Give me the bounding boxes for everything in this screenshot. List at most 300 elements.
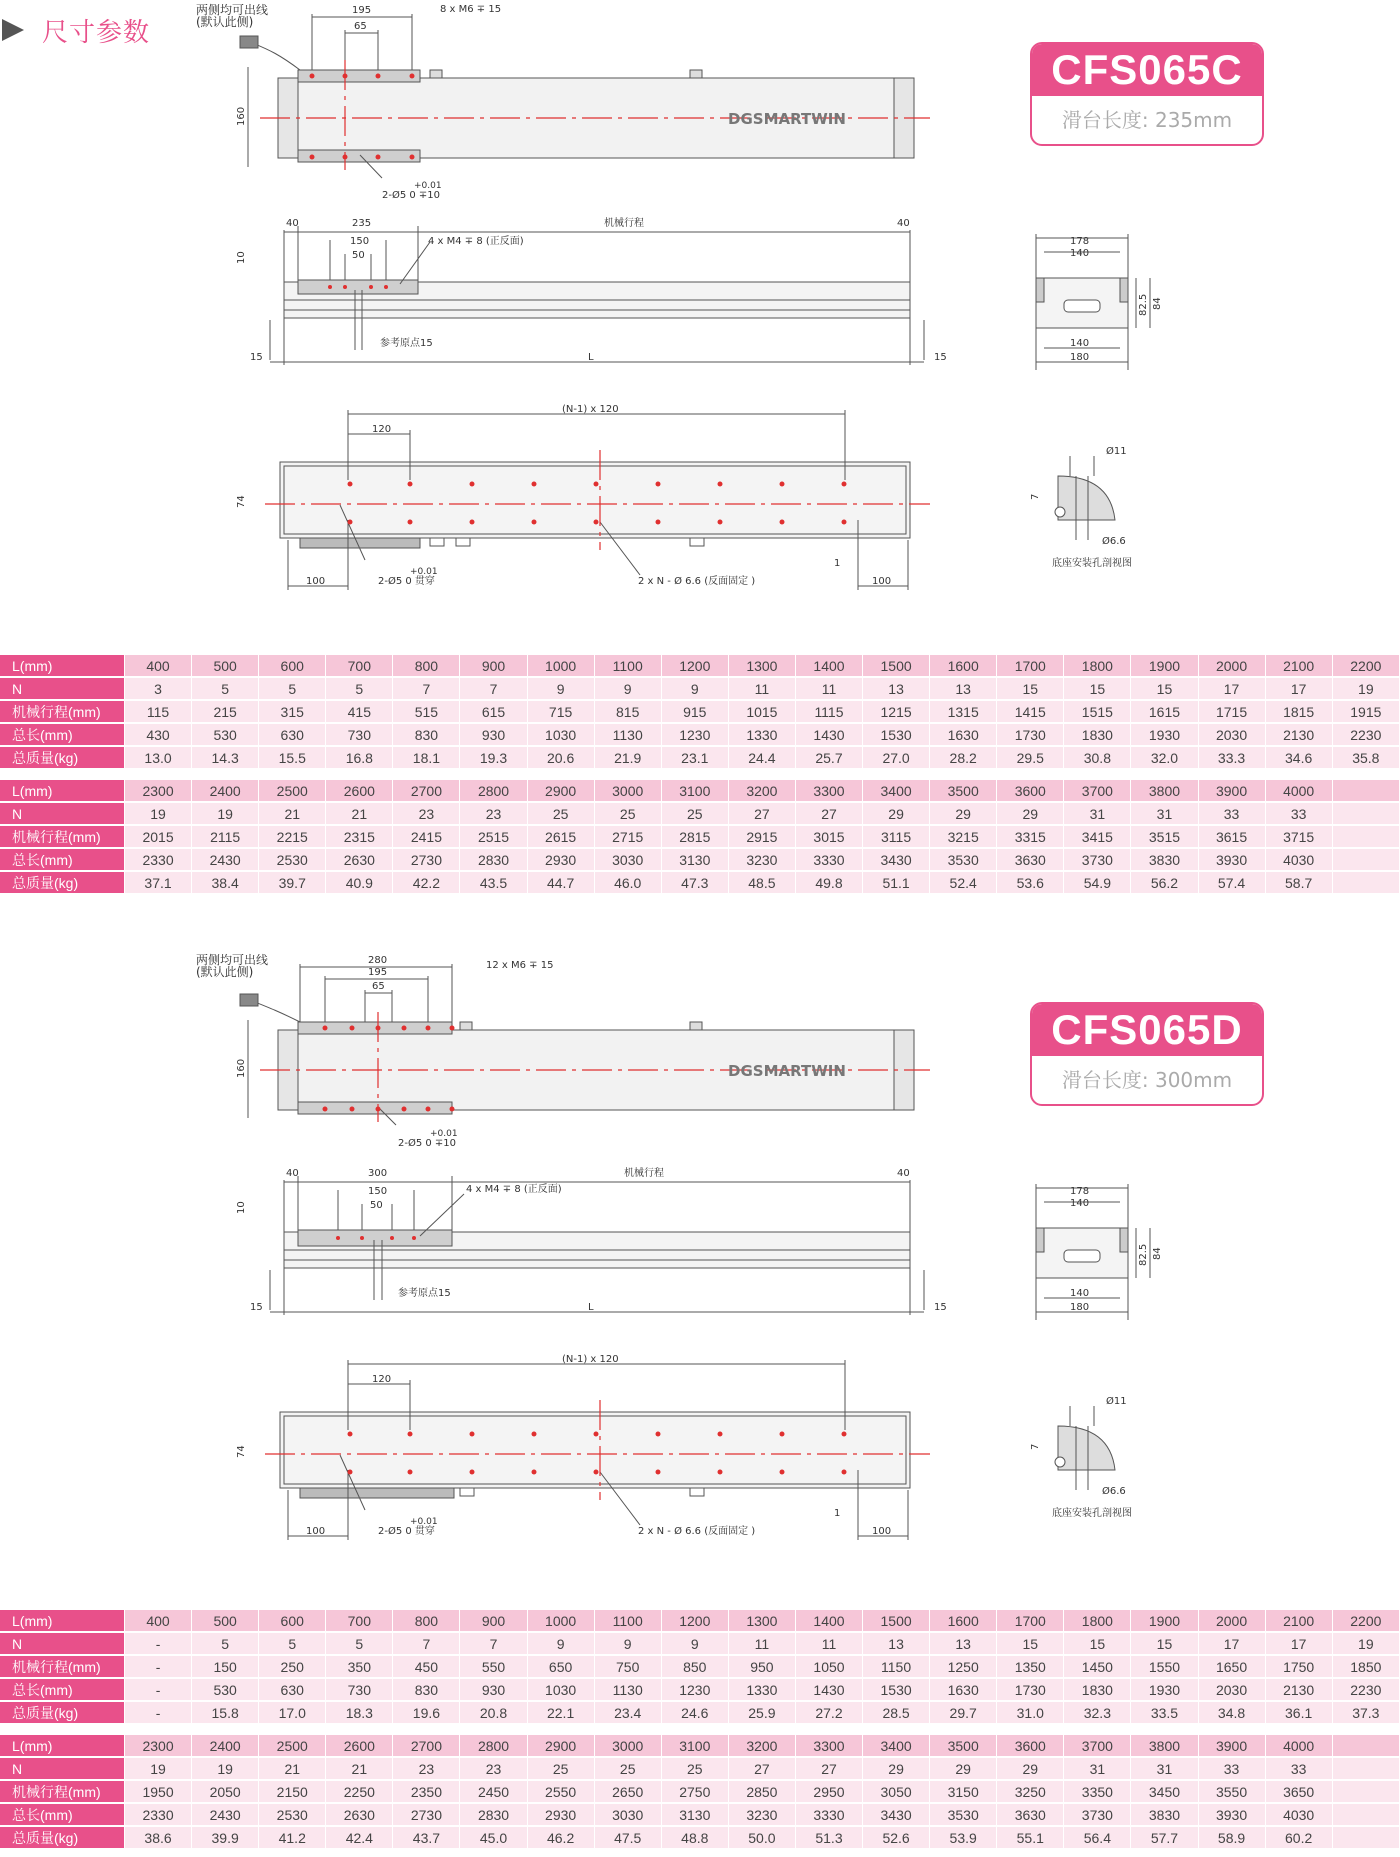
table-cell: 3400 xyxy=(863,780,930,803)
table-cell: 31 xyxy=(1131,1758,1198,1781)
table-cell: 900 xyxy=(460,1610,527,1633)
height-label: 160 xyxy=(236,1058,247,1078)
side-slide: 300 xyxy=(368,1168,388,1179)
table-row xyxy=(0,1758,1400,1781)
table-cell: 2015 xyxy=(125,826,192,849)
table-cell: 56.4 xyxy=(1064,1827,1131,1850)
table-cell: 33 xyxy=(1266,803,1333,826)
drawing-model-2 xyxy=(0,950,1400,1560)
table-row xyxy=(0,1781,1400,1804)
table-cell: 19 xyxy=(192,803,259,826)
table-cell: 3650 xyxy=(1266,1781,1333,1804)
table-cell: 28.5 xyxy=(863,1702,930,1725)
table-cell: 830 xyxy=(393,1679,460,1702)
table-cell: 54.9 xyxy=(1064,872,1131,895)
table-row xyxy=(0,678,1400,701)
table-cell: 930 xyxy=(460,724,527,747)
spec-table-model-2-part-1 xyxy=(0,1610,1400,1725)
side-stroke: 机械行程 xyxy=(624,1168,664,1179)
table-cell: 1130 xyxy=(595,1679,662,1702)
table-row xyxy=(0,1610,1400,1633)
table-row xyxy=(0,747,1400,770)
table-cell: 2130 xyxy=(1266,724,1333,747)
table-cell: 1830 xyxy=(1064,1679,1131,1702)
table-cell: 3630 xyxy=(997,849,1064,872)
row-label: 机械行程(mm) xyxy=(0,826,125,849)
table-cell: 5 xyxy=(326,678,393,701)
table-cell xyxy=(1333,1804,1400,1827)
table-cell: 1315 xyxy=(930,701,997,724)
table-cell: 37.3 xyxy=(1333,1702,1400,1725)
table-cell: 1630 xyxy=(930,1679,997,1702)
table-cell: 2000 xyxy=(1199,655,1266,678)
table-cell: 3330 xyxy=(796,849,863,872)
table-cell: 48.8 xyxy=(662,1827,729,1850)
table-cell: 5 xyxy=(259,1633,326,1656)
end-h1: 82.5 xyxy=(1138,1243,1149,1266)
table-cell: 32.0 xyxy=(1131,747,1198,770)
table-cell: 3730 xyxy=(1064,849,1131,872)
table-cell: 9 xyxy=(528,678,595,701)
table-cell: 18.3 xyxy=(326,1702,393,1725)
bottom-hole-note: 2-Ø5 0 贯穿 xyxy=(378,576,435,587)
table-cell: 215 xyxy=(192,701,259,724)
table-cell: 9 xyxy=(595,1633,662,1656)
table-cell: 11 xyxy=(729,1633,796,1656)
table-cell: 3030 xyxy=(595,1804,662,1827)
table-cell: 3600 xyxy=(997,780,1064,803)
table-cell: 3250 xyxy=(997,1781,1064,1804)
table-cell: 2100 xyxy=(1266,1610,1333,1633)
row-label: N xyxy=(0,1758,125,1781)
table-cell: 2050 xyxy=(192,1781,259,1804)
table-cell: 43.5 xyxy=(460,872,527,895)
table-cell: 2300 xyxy=(125,1735,192,1758)
table-cell: 1100 xyxy=(595,655,662,678)
table-cell: 2315 xyxy=(326,826,393,849)
top-view xyxy=(240,14,914,178)
table-cell: 31 xyxy=(1064,803,1131,826)
table-cell: 57.7 xyxy=(1131,1827,1198,1850)
table-cell: 52.6 xyxy=(863,1827,930,1850)
table-cell: 1230 xyxy=(662,1679,729,1702)
bottom-right: 100 xyxy=(872,576,892,587)
table-cell: 2600 xyxy=(326,1735,393,1758)
table-cell: 7 xyxy=(393,1633,460,1656)
row-label: 总长(mm) xyxy=(0,849,125,872)
table-cell: 650 xyxy=(528,1656,595,1679)
table-row xyxy=(0,780,1400,803)
bottom-hole-note: 2-Ø5 0 贯穿 xyxy=(378,1526,435,1537)
side-thread-note: 4 x M4 ∓ 8 (正反面) xyxy=(466,1184,562,1195)
table-cell: 2000 xyxy=(1199,1610,1266,1633)
end-b1: 140 xyxy=(1070,338,1090,349)
table-cell: 17 xyxy=(1266,1633,1333,1656)
table-cell: 830 xyxy=(393,724,460,747)
table-cell: 43.7 xyxy=(393,1827,460,1850)
table-cell: 600 xyxy=(259,655,326,678)
table-cell: 3530 xyxy=(930,849,997,872)
table-cell: 33 xyxy=(1199,803,1266,826)
table-cell: 31.0 xyxy=(997,1702,1064,1725)
table-cell: 9 xyxy=(528,1633,595,1656)
table-cell: 1800 xyxy=(1064,1610,1131,1633)
side-end-l: 15 xyxy=(250,1302,263,1313)
table-cell: 1630 xyxy=(930,724,997,747)
hole-d2: Ø6.6 xyxy=(1102,1486,1126,1497)
table-cell: 3930 xyxy=(1199,849,1266,872)
table-cell: 1330 xyxy=(729,724,796,747)
table-cell: 2300 xyxy=(125,780,192,803)
table-cell: 3415 xyxy=(1064,826,1131,849)
table-cell: 3900 xyxy=(1199,780,1266,803)
table-cell: 3630 xyxy=(997,1804,1064,1827)
table-cell: 19 xyxy=(125,803,192,826)
row-label: 机械行程(mm) xyxy=(0,1656,125,1679)
table-cell: 1530 xyxy=(863,724,930,747)
table-cell: 29.7 xyxy=(930,1702,997,1725)
brand-logo: DGSMARTWIN xyxy=(728,1062,846,1080)
table-cell: 13.0 xyxy=(125,747,192,770)
table-cell: 9 xyxy=(662,678,729,701)
table-cell: 1415 xyxy=(997,701,1064,724)
table-cell: 1150 xyxy=(863,1656,930,1679)
table-row xyxy=(0,1827,1400,1850)
table-cell: 29 xyxy=(997,803,1064,826)
table-cell: 44.7 xyxy=(528,872,595,895)
table-cell: 2330 xyxy=(125,849,192,872)
table-cell: 42.2 xyxy=(393,872,460,895)
table-cell: 430 xyxy=(125,724,192,747)
side-inner: 50 xyxy=(352,250,365,261)
side-ref: 参考原点15 xyxy=(398,1288,451,1299)
table-cell: 3900 xyxy=(1199,1735,1266,1758)
table-cell: 400 xyxy=(125,655,192,678)
table-cell: 11 xyxy=(796,1633,863,1656)
table-cell: 1350 xyxy=(997,1656,1064,1679)
table-row xyxy=(0,1702,1400,1725)
table-cell: 2750 xyxy=(662,1781,729,1804)
table-cell: 21 xyxy=(259,803,326,826)
table-cell: 29 xyxy=(863,1758,930,1781)
table-cell xyxy=(1333,1827,1400,1850)
table-cell xyxy=(1333,803,1400,826)
side-left: 40 xyxy=(286,218,299,229)
bottom-right: 100 xyxy=(872,1526,892,1537)
table-cell: 950 xyxy=(729,1656,796,1679)
table-cell: 3030 xyxy=(595,849,662,872)
side-h: 10 xyxy=(236,251,247,264)
table-cell: 2900 xyxy=(528,780,595,803)
table-cell: - xyxy=(125,1633,192,1656)
table-cell: 27 xyxy=(729,803,796,826)
table-cell: 2700 xyxy=(393,780,460,803)
table-cell: 315 xyxy=(259,701,326,724)
table-cell: 31 xyxy=(1064,1758,1131,1781)
side-slide: 235 xyxy=(352,218,372,229)
table-cell: 5 xyxy=(192,1633,259,1656)
cable-note-2: (默认此侧) xyxy=(196,15,254,29)
table-row xyxy=(0,849,1400,872)
table-cell: 3600 xyxy=(997,1735,1064,1758)
table-cell: 3800 xyxy=(1131,780,1198,803)
row-label: L(mm) xyxy=(0,655,125,678)
table-cell: 4030 xyxy=(1266,849,1333,872)
table-cell: 715 xyxy=(528,701,595,724)
table-cell: 37.1 xyxy=(125,872,192,895)
table-cell: 27 xyxy=(796,1758,863,1781)
row-label: N xyxy=(0,803,125,826)
table-cell: 23 xyxy=(460,803,527,826)
table-cell: 515 xyxy=(393,701,460,724)
table-cell: 3400 xyxy=(863,1735,930,1758)
table-cell: 1030 xyxy=(528,1679,595,1702)
table-cell: 2830 xyxy=(460,849,527,872)
table-cell: 1515 xyxy=(1064,701,1131,724)
bottom-left: 100 xyxy=(306,576,326,587)
table-cell: 2430 xyxy=(192,849,259,872)
table-cell: 730 xyxy=(326,724,393,747)
table-cell: 2330 xyxy=(125,1804,192,1827)
table-cell: 2900 xyxy=(528,1735,595,1758)
bottom-pitch: (N-1) x 120 xyxy=(562,1354,619,1365)
table-cell: 1200 xyxy=(662,1610,729,1633)
end-h2: 84 xyxy=(1152,1247,1163,1260)
table-cell: 3300 xyxy=(796,780,863,803)
table-cell: 27.2 xyxy=(796,1702,863,1725)
table-cell: 1000 xyxy=(528,655,595,678)
table-cell: 3115 xyxy=(863,826,930,849)
table-cell: 52.4 xyxy=(930,872,997,895)
side-right: 40 xyxy=(897,1168,910,1179)
table-row xyxy=(0,1679,1400,1702)
table-cell: 35.8 xyxy=(1333,747,1400,770)
table-cell: 4000 xyxy=(1266,780,1333,803)
table-cell: 19 xyxy=(1333,1633,1400,1656)
table-cell: 28.2 xyxy=(930,747,997,770)
table-cell: 2730 xyxy=(393,1804,460,1827)
table-cell: 2150 xyxy=(259,1781,326,1804)
hole-section-view xyxy=(1055,1406,1115,1490)
side-mid: 150 xyxy=(368,1186,388,1197)
table-cell: 51.1 xyxy=(863,872,930,895)
row-label: L(mm) xyxy=(0,1610,125,1633)
row-label: 机械行程(mm) xyxy=(0,1781,125,1804)
table-cell: 3230 xyxy=(729,849,796,872)
table-cell xyxy=(1333,1758,1400,1781)
drawing-model-1 xyxy=(0,0,1400,610)
table-cell xyxy=(1333,826,1400,849)
table-cell: 4030 xyxy=(1266,1804,1333,1827)
table-cell: 1950 xyxy=(125,1781,192,1804)
side-L: L xyxy=(588,1302,594,1313)
table-row xyxy=(0,1633,1400,1656)
table-cell: 33.5 xyxy=(1131,1702,1198,1725)
table-cell: 3100 xyxy=(662,780,729,803)
table-cell: 60.2 xyxy=(1266,1827,1333,1850)
side-thread-note: 4 x M4 ∓ 8 (正反面) xyxy=(428,236,524,247)
table-cell: 1615 xyxy=(1131,701,1198,724)
table-cell: 2550 xyxy=(528,1781,595,1804)
cable-note-1: 两侧均可出线 xyxy=(196,3,269,17)
table-cell: 5 xyxy=(192,678,259,701)
table-cell: 3130 xyxy=(662,849,729,872)
side-h: 10 xyxy=(236,1201,247,1214)
table-cell: 2500 xyxy=(259,1735,326,1758)
table-cell: 2800 xyxy=(460,780,527,803)
table-cell xyxy=(1333,872,1400,895)
cable-note-1: 两侧均可出线 xyxy=(196,953,269,967)
table-cell: 15 xyxy=(1131,1633,1198,1656)
end-w1: 178 xyxy=(1070,236,1090,247)
table-cell: 500 xyxy=(192,1610,259,1633)
table-cell xyxy=(1333,1781,1400,1804)
row-label: 总长(mm) xyxy=(0,1804,125,1827)
table-row xyxy=(0,803,1400,826)
hole-d2: Ø6.6 xyxy=(1102,536,1126,547)
table-cell: 45.0 xyxy=(460,1827,527,1850)
table-row xyxy=(0,701,1400,724)
table-cell: 1000 xyxy=(528,1610,595,1633)
table-cell: 3930 xyxy=(1199,1804,1266,1827)
table-cell: 2430 xyxy=(192,1804,259,1827)
thread-note: 12 x M6 ∓ 15 xyxy=(486,960,554,971)
table-cell: 46.0 xyxy=(595,872,662,895)
table-cell: 1400 xyxy=(796,1610,863,1633)
row-label: N xyxy=(0,678,125,701)
table-cell: 31 xyxy=(1131,803,1198,826)
table-cell: 29 xyxy=(930,803,997,826)
table-cell xyxy=(1333,780,1400,803)
table-cell: 1200 xyxy=(662,655,729,678)
table-cell: 7 xyxy=(460,678,527,701)
table-cell: 24.6 xyxy=(662,1702,729,1725)
hole-h: 7 xyxy=(1030,493,1041,500)
cable-note-2: (默认此侧) xyxy=(196,965,254,979)
table-cell: 730 xyxy=(326,1679,393,1702)
model-name: CFS065C xyxy=(1032,44,1262,96)
table-cell: 25.9 xyxy=(729,1702,796,1725)
section-title: 尺寸参数 xyxy=(42,17,151,48)
table-cell: 29.5 xyxy=(997,747,1064,770)
table-cell: 53.6 xyxy=(997,872,1064,895)
table-cell: 1600 xyxy=(930,655,997,678)
table-cell: 3430 xyxy=(863,1804,930,1827)
table-cell: 15 xyxy=(997,678,1064,701)
table-cell: 900 xyxy=(460,655,527,678)
table-cell: 2400 xyxy=(192,1735,259,1758)
table-cell: 38.4 xyxy=(192,872,259,895)
table-cell: 1300 xyxy=(729,655,796,678)
table-cell: 13 xyxy=(930,678,997,701)
table-cell: 2700 xyxy=(393,1735,460,1758)
table-cell: 5 xyxy=(259,678,326,701)
table-cell: 1015 xyxy=(729,701,796,724)
table-cell: 29 xyxy=(930,1758,997,1781)
table-cell: 1650 xyxy=(1199,1656,1266,1679)
bottom-mount-note: 2 x N - Ø 6.6 (反面固定 ) xyxy=(638,576,756,587)
table-cell: 19.3 xyxy=(460,747,527,770)
end-w2: 140 xyxy=(1070,248,1090,259)
table-cell: 2830 xyxy=(460,1804,527,1827)
table-cell: 4000 xyxy=(1266,1735,1333,1758)
table-cell: 2650 xyxy=(595,1781,662,1804)
table-cell: 3500 xyxy=(930,1735,997,1758)
end-w1: 178 xyxy=(1070,1186,1090,1197)
table-cell: 630 xyxy=(259,1679,326,1702)
table-cell: 22.1 xyxy=(528,1702,595,1725)
table-cell: 13 xyxy=(863,1633,930,1656)
table-cell: 16.8 xyxy=(326,747,393,770)
table-cell: 2030 xyxy=(1199,724,1266,747)
table-cell: 39.7 xyxy=(259,872,326,895)
hole-d1: Ø11 xyxy=(1106,446,1127,457)
table-cell: 39.9 xyxy=(192,1827,259,1850)
table-cell: 700 xyxy=(326,1610,393,1633)
table-cell: 600 xyxy=(259,1610,326,1633)
hole-h: 7 xyxy=(1030,1443,1041,1450)
spec-table-model-1-part-1 xyxy=(0,655,1400,770)
table-cell: - xyxy=(125,1656,192,1679)
height-label: 160 xyxy=(236,106,247,126)
table-cell: 400 xyxy=(125,1610,192,1633)
table-cell: 3330 xyxy=(796,1804,863,1827)
table-cell: 17 xyxy=(1199,1633,1266,1656)
table-cell: 1900 xyxy=(1131,1610,1198,1633)
side-left: 40 xyxy=(286,1168,299,1179)
bottom-left: 100 xyxy=(306,1526,326,1537)
table-cell: 2230 xyxy=(1333,1679,1400,1702)
table-cell: 13 xyxy=(863,678,930,701)
side-end-r: 15 xyxy=(934,352,947,363)
table-cell: 38.6 xyxy=(125,1827,192,1850)
table-cell: 47.5 xyxy=(595,1827,662,1850)
table-cell: 3000 xyxy=(595,780,662,803)
table-cell: 27 xyxy=(796,803,863,826)
table-cell: 55.1 xyxy=(997,1827,1064,1850)
slide-length: 滑台长度: 300mm xyxy=(1061,1068,1233,1092)
table-cell: 2200 xyxy=(1333,655,1400,678)
table-cell: 53.9 xyxy=(930,1827,997,1850)
table-cell: 2630 xyxy=(326,1804,393,1827)
table-cell: 25 xyxy=(595,803,662,826)
table-cell: 1215 xyxy=(863,701,930,724)
table-cell: 58.7 xyxy=(1266,872,1333,895)
bottom-view xyxy=(280,410,910,590)
row-label: 总质量(kg) xyxy=(0,747,125,770)
bottom-pitch: (N-1) x 120 xyxy=(562,404,619,415)
side-ref: 参考原点15 xyxy=(380,338,433,349)
table-cell: 19.6 xyxy=(393,1702,460,1725)
table-cell: 2115 xyxy=(192,826,259,849)
table-cell: 2530 xyxy=(259,849,326,872)
table-cell: 51.3 xyxy=(796,1827,863,1850)
bottom-tol: +0.01 xyxy=(410,567,438,577)
table-cell: 15.8 xyxy=(192,1702,259,1725)
table-cell: 1230 xyxy=(662,724,729,747)
bottom-p: 120 xyxy=(372,424,392,435)
table-cell: 20.6 xyxy=(528,747,595,770)
table-cell: 1700 xyxy=(997,1610,1064,1633)
table-cell: 530 xyxy=(192,1679,259,1702)
table-cell: 3830 xyxy=(1131,849,1198,872)
table-cell: 3730 xyxy=(1064,1804,1131,1827)
table-cell: 56.2 xyxy=(1131,872,1198,895)
table-cell: 25 xyxy=(595,1758,662,1781)
table-cell: 1030 xyxy=(528,724,595,747)
table-cell: 700 xyxy=(326,655,393,678)
side-stroke: 机械行程 xyxy=(604,218,644,229)
